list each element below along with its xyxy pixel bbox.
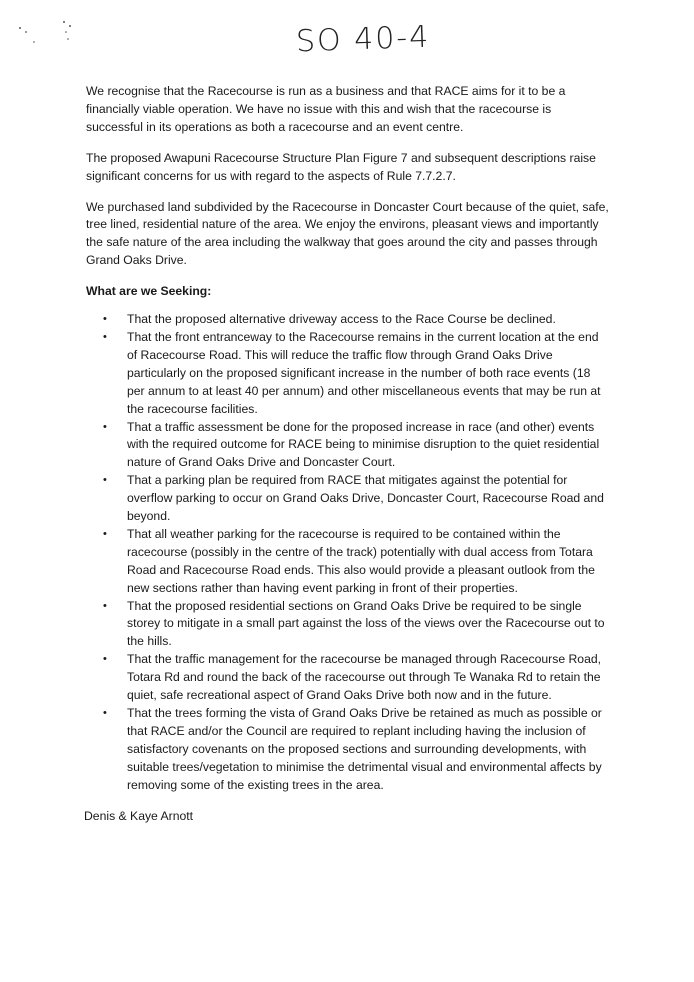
signature-names: Denis & Kaye Arnott bbox=[84, 809, 194, 823]
list-item bbox=[86, 419, 610, 473]
list-item-text: That a parking plan be required from RACE that mitigates against the potential for overflow parking to occur on Grand Oaks Drive, Doncaster Court, Racecourse Road and beyond. bbox=[127, 473, 604, 524]
bullet-icon: • bbox=[103, 330, 107, 343]
list-item bbox=[86, 472, 610, 526]
bullet-icon: • bbox=[103, 707, 107, 719]
list-item-text: That all weather parking for the racecourse is required to be contained within the racecourse (possibly in the centre of the track) potentially with dual access from Totara Road and Racecourse Road ends. This also would provide a pleasant outlook from the new sections rather than having event parking in front of their properties. bbox=[127, 526, 595, 595]
letter-body bbox=[86, 83, 610, 795]
bullet-icon: • bbox=[103, 653, 107, 666]
section-heading: What are we Seeking: bbox=[86, 284, 212, 299]
paragraph-business: We recognise that the Racecourse is run as a business and that RACE aims for it to be a financially viable operation. We have no issue with this and wish that the racecourse is successful in its operations as both a racecourse and an event centre. bbox=[86, 84, 566, 134]
handwritten-reference-number: SO 40-4 bbox=[295, 19, 431, 60]
bullet-icon: • bbox=[103, 313, 107, 326]
bullet-icon: • bbox=[103, 474, 107, 487]
list-item bbox=[86, 526, 610, 598]
list-item-text: That a traffic assessment be done for the proposed increase in race (and other) events with the required outcome for RACE being to minimise disruption to the quiet residential nature of Grand Oaks Drive and Doncaster Court. bbox=[127, 419, 600, 470]
list-item bbox=[86, 329, 610, 419]
list-item bbox=[86, 705, 610, 795]
bullet-icon: • bbox=[103, 599, 107, 612]
list-item-text: That the trees forming the vista of Grand Oaks Drive be retained as much as possible or that RACE and/or the Council are required to replant including having the inclusion of satisfactory covenants on the proposed sections and surrounding developments, with suitable trees/vegetation to minimise the detrimental visual and environmental affects by removing some of the existing trees in the area. bbox=[127, 706, 602, 792]
bullet-icon: • bbox=[103, 527, 107, 540]
list-item-text: That the traffic management for the racecourse be managed through Racecourse Road, Totara Rd and round the back of the racecourse out through Te Wanaka Rd to retain the quiet, safe recreational aspect of Grand Oaks Drive both now and in the future. bbox=[127, 652, 602, 703]
list-item-text: That the proposed residential sections on Grand Oaks Drive be required to be single storey to mitigate in a small part against the loss of the views over the Racecourse out to the hills. bbox=[127, 598, 605, 649]
bullet-icon: • bbox=[103, 420, 107, 433]
list-item-text: That the proposed alternative driveway access to the Race Course be declined. bbox=[127, 312, 556, 327]
paragraph-structure-plan: The proposed Awapuni Racecourse Structure Plan Figure 7 and subsequent descriptions raise significant concerns for us with regard to the aspects of Rule 7.7.2.7. bbox=[86, 150, 596, 183]
seeking-list bbox=[86, 311, 610, 794]
paragraph-purchase: We purchased land subdivided by the Racecourse in Doncaster Court because of the quiet, safe, tree lined, residential nature of the area. We enjoy the environs, pleasant views and importantly the safe nature of the area including the walkway that goes around the city and passes through Grand Oaks Drive. bbox=[86, 199, 609, 268]
list-item bbox=[86, 651, 610, 705]
list-item bbox=[86, 598, 610, 652]
list-item-text: That the front entranceway to the Racecourse remains in the current location at the end of Racecourse Road. This will reduce the traffic flow through Grand Oaks Drive particularly on the proposed significant increase in the number of both race events (18 per annum to at least 40 per annum) and other miscellaneous events that may be run at the racecourse facilities. bbox=[127, 329, 601, 416]
scan-specks bbox=[14, 14, 84, 54]
list-item bbox=[86, 311, 610, 329]
